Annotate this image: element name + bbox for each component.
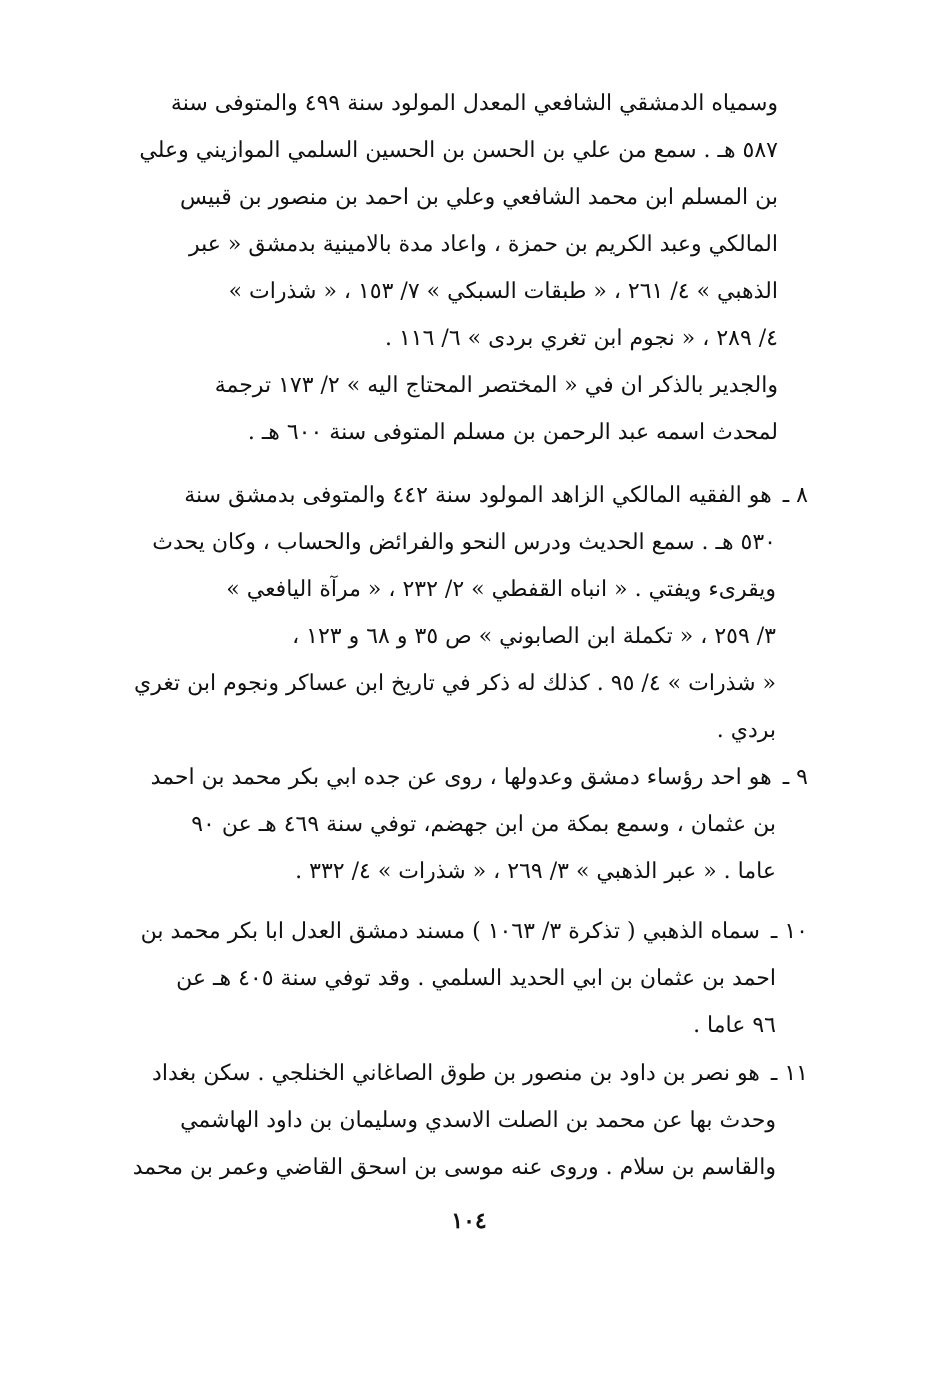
text-line: ٩٦ عاما . (693, 1013, 776, 1038)
text-line: وحدث بها عن محمد بن الصلت الاسدي وسليمان بن داود الهاشمي (180, 1108, 776, 1133)
note-number: ٩ ـ (782, 765, 808, 790)
text-line: والقاسم بن سلام . وروى عنه موسى بن اسحق القاضي وعمر بن محمد (132, 1155, 776, 1180)
note-number: ١٠ ـ (770, 919, 808, 944)
text-line: ٥٣٠ هـ . سمع الحديث ودرس النحو والفرائض والحساب ، وكان يحدث (152, 530, 776, 555)
text-line: بن المسلم ابن محمد الشافعي وعلي بن احمد بن منصور بن قبيس (179, 185, 778, 210)
text-line: ويقرىء ويفتي . « انباه القفطي » ٢/ ٢٣٢ ، « مرآة اليافعي » (226, 577, 776, 602)
text-line: هو الفقيه المالكي الزاهد المولود سنة ٤٤٢ والمتوفى بدمشق سنة (184, 483, 772, 508)
text-line: هو نصر بن داود بن منصور بن طوق الصاغاني الخنلجي . سكن بغداد (152, 1061, 760, 1086)
text-line: « شذرات » ٤/ ٩٥ . كذلك له ذكر في تاريخ ابن عساكر ونجوم ابن تغري (134, 671, 776, 696)
note-10 (128, 908, 808, 1049)
text-line: عاما . « عبر الذهبي » ٣/ ٢٦٩ ، « شذرات » ٤/ ٣٣٢ . (295, 859, 776, 884)
note-9 (128, 754, 808, 895)
text-line: المالكي وعبد الكريم بن حمزة ، واعاد مدة بالامينية بدمشق « عبر (189, 232, 778, 257)
text-line: ٣/ ٢٥٩ ، « تكملة ابن الصابوني » ص ٣٥ و ٦٨ و ١٢٣ ، (292, 624, 776, 649)
note-8 (128, 472, 808, 754)
text-line: احمد بن عثمان بن ابي الحديد السلمي . وقد توفي سنة ٤٠٥ هـ عن (176, 966, 776, 991)
note-number: ٨ ـ (782, 483, 808, 508)
text-line: سماه الذهبي ( تذكرة ٣/ ١٠٦٣ ) مسند دمشق العدل ابا بكر محمد بن (140, 919, 760, 944)
text-line: ٥٨٧ هـ . سمع من علي بن الحسن بن الحسين السلمي الموازيني وعلي (139, 138, 778, 163)
text-line: وسمياه الدمشقي الشافعي المعدل المولود سنة ٤٩٩ والمتوفى سنة (170, 91, 778, 116)
text-line: ٤/ ٢٨٩ ، « نجوم ابن تغري بردى » ٦/ ١١٦ . (384, 326, 778, 351)
note-11 (128, 1050, 808, 1191)
text-line: هو احد رؤساء دمشق وعدولها ، روى عن جده ابي بكر محمد بن احمد (150, 765, 772, 790)
note-number: ١١ ـ (770, 1061, 808, 1086)
text-line: الذهبي » ٤/ ٢٦١ ، « طبقات السبكي » ٧/ ١٥٣ ، « شذرات » (228, 279, 778, 304)
continuation-paragraph (138, 80, 778, 362)
text-line: بن عثمان ، وسمع بمكة من ابن جهضم، توفي سنة ٤٦٩ هـ عن ٩٠ (191, 812, 776, 837)
page-number: ١٠٤ (451, 1208, 487, 1234)
text-line: بردي . (716, 718, 776, 743)
addendum-paragraph (138, 362, 778, 456)
text-line: والجدير بالذكر ان في « المختصر المحتاج اليه » ٢/ ١٧٣ ترجمة (214, 373, 778, 398)
text-line: لمحدث اسمه عبد الرحمن بن مسلم المتوفى سنة ٦٠٠ هـ . (247, 420, 778, 445)
